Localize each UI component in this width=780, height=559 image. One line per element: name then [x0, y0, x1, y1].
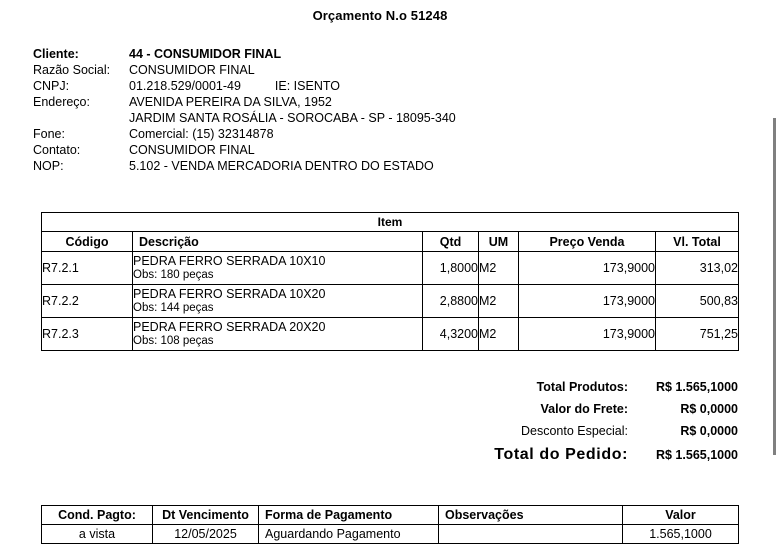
column-header-descricao: Descrição — [133, 232, 423, 252]
cell-observacoes — [439, 525, 623, 544]
cell-vl-total: 751,25 — [656, 318, 739, 351]
cell-codigo: R7.2.3 — [42, 318, 133, 351]
cell-qtd: 4,3200 — [423, 318, 479, 351]
table-row — [42, 525, 739, 544]
customer-row-endereco — [33, 94, 633, 110]
value-endereco-line2: JARDIM SANTA ROSÁLIA - SOROCABA - SP - 18095-340 — [129, 111, 456, 125]
value-cnpj — [129, 78, 340, 94]
customer-row-cnpj — [33, 78, 633, 94]
descricao-obs: Obs: 180 peças — [133, 269, 214, 282]
value-contato: CONSUMIDOR FINAL — [129, 143, 255, 157]
payment-table-header-row — [42, 506, 739, 525]
cell-forma-pagamento: Aguardando Pagamento — [259, 525, 439, 544]
cell-descricao — [133, 318, 423, 351]
label-endereco: Endereço: — [33, 95, 90, 109]
value-cliente: 44 - CONSUMIDOR FINAL — [129, 47, 282, 61]
desconto-especial-value: R$ 0,0000 — [680, 424, 738, 438]
cell-vl-total: 313,02 — [656, 252, 739, 285]
payment-table — [41, 505, 739, 544]
descricao-obs: Obs: 108 peças — [133, 335, 214, 348]
label-razao-social: Razão Social: — [33, 63, 111, 77]
page-title: Orçamento N.o 51248 — [312, 8, 448, 23]
customer-row-contato — [33, 142, 633, 158]
descricao-text: PEDRA FERRO SERRADA 10X20 — [133, 286, 326, 301]
column-header-dt-vencimento: Dt Vencimento — [153, 506, 259, 525]
valor-frete-value: R$ 0,0000 — [680, 402, 738, 416]
cell-um: M2 — [479, 318, 519, 351]
table-row — [42, 252, 739, 285]
cell-valor: 1.565,1000 — [623, 525, 739, 544]
label-cliente: Cliente: — [33, 47, 79, 61]
column-header-codigo: Código — [42, 232, 133, 252]
cell-codigo: R7.2.2 — [42, 285, 133, 318]
table-row — [42, 285, 739, 318]
totals-summary — [420, 380, 738, 472]
cnpj-number: 01.218.529/0001-49 — [129, 79, 241, 93]
customer-row-cliente — [33, 46, 633, 62]
label-nop: NOP: — [33, 159, 64, 173]
desconto-especial-row — [420, 424, 738, 446]
vertical-scrollbar-thumb[interactable] — [773, 118, 776, 455]
cell-preco-venda: 173,9000 — [519, 318, 656, 351]
cell-vl-total: 500,83 — [656, 285, 739, 318]
cell-um: M2 — [479, 252, 519, 285]
customer-info-block — [33, 46, 633, 174]
customer-row-nop — [33, 158, 633, 174]
descricao-obs: Obs: 144 peças — [133, 302, 214, 315]
cell-qtd: 2,8800 — [423, 285, 479, 318]
total-pedido-value: R$ 1.565,1000 — [655, 448, 738, 462]
cell-cond-pagto: a vista — [42, 525, 153, 544]
column-header-valor: Valor — [623, 506, 739, 525]
value-razao-social: CONSUMIDOR FINAL — [129, 63, 255, 77]
desconto-especial-label: Desconto Especial: — [520, 424, 628, 438]
cell-codigo: R7.2.1 — [42, 252, 133, 285]
label-fone: Fone: — [33, 127, 65, 141]
valor-frete-label: Valor do Frete: — [540, 402, 628, 416]
customer-row-endereco-line2 — [33, 110, 633, 126]
value-fone: Comercial: (15) 32314878 — [129, 127, 274, 141]
value-nop: 5.102 - VENDA MERCADORIA DENTRO DO ESTADO — [129, 159, 434, 173]
cell-descricao — [133, 285, 423, 318]
column-header-preco-venda: Preço Venda — [519, 232, 656, 252]
cell-descricao — [133, 252, 423, 285]
column-header-um: UM — [479, 232, 519, 252]
vertical-scrollbar-track[interactable] — [768, 0, 780, 559]
total-produtos-label: Total Produtos: — [536, 380, 628, 394]
cell-qtd: 1,8000 — [423, 252, 479, 285]
total-pedido-row — [420, 446, 738, 472]
total-produtos-value: R$ 1.565,1000 — [655, 380, 738, 394]
label-contato: Contato: — [33, 143, 81, 157]
table-row — [42, 318, 739, 351]
cell-um: M2 — [479, 285, 519, 318]
column-header-observacoes: Observações — [439, 506, 623, 525]
descricao-text: PEDRA FERRO SERRADA 10X10 — [133, 253, 326, 268]
column-header-cond-pagto: Cond. Pagto: — [42, 506, 153, 525]
items-table — [41, 212, 739, 351]
column-header-forma-pagamento: Forma de Pagamento — [259, 506, 439, 525]
column-header-vl-total: Vl. Total — [656, 232, 739, 252]
cell-dt-vencimento: 12/05/2025 — [153, 525, 259, 544]
items-group-header: Item — [42, 213, 739, 232]
customer-row-fone — [33, 126, 633, 142]
total-produtos-row — [420, 380, 738, 402]
column-header-qtd: Qtd — [423, 232, 479, 252]
items-table-group-header-row — [42, 213, 739, 232]
ie-value: IE: ISENTO — [274, 79, 340, 93]
descricao-text: PEDRA FERRO SERRADA 20X20 — [133, 319, 326, 334]
cell-preco-venda: 173,9000 — [519, 252, 656, 285]
total-pedido-label: Total do Pedido: — [494, 446, 628, 463]
customer-row-razao-social — [33, 62, 633, 78]
items-table-header-row — [42, 232, 739, 252]
valor-frete-row — [420, 402, 738, 424]
cell-preco-venda: 173,9000 — [519, 285, 656, 318]
value-endereco: AVENIDA PEREIRA DA SILVA, 1952 — [129, 95, 332, 109]
label-cnpj: CNPJ: — [33, 79, 70, 93]
